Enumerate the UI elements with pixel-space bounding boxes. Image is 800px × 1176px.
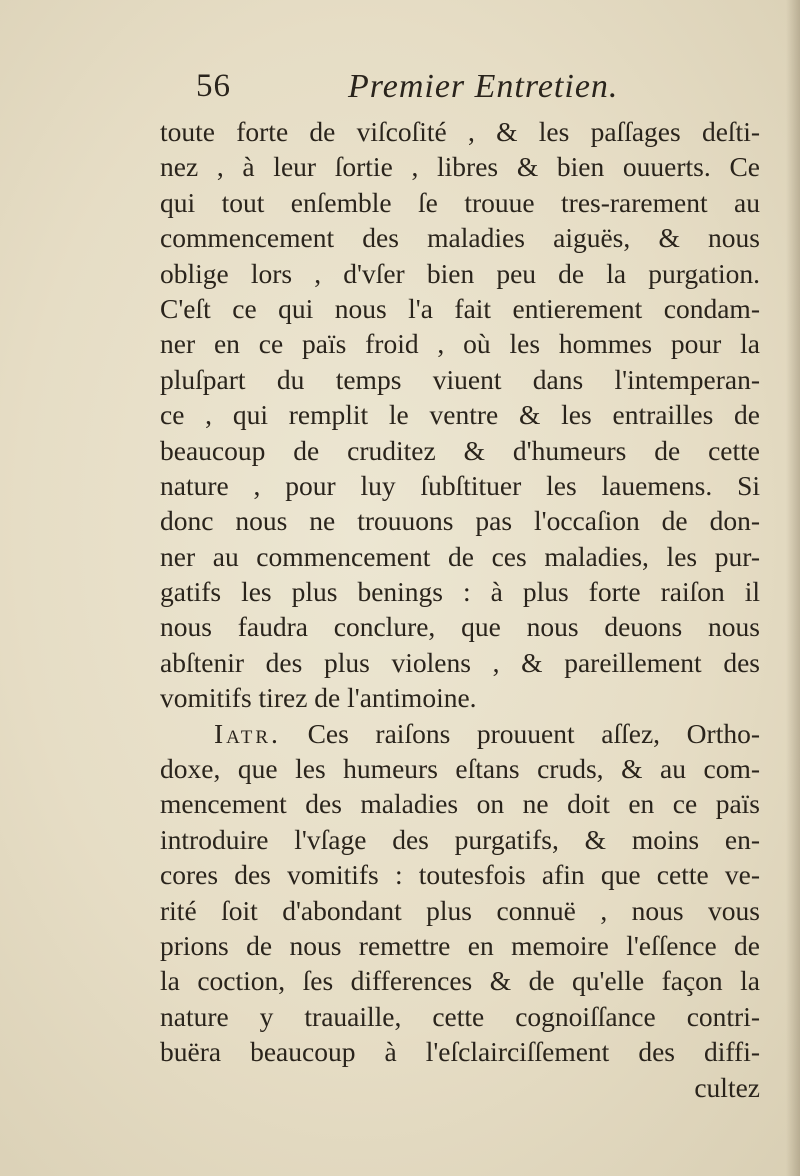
text-line: nous faudra conclure, que nous deuons nous: [160, 611, 760, 643]
text-line: qui tout enſemble ſe trouue tres-rarement au: [160, 186, 760, 218]
page-number: 56: [196, 68, 231, 104]
page-gutter-shadow: [786, 0, 800, 1176]
text-line: pluſpart du temps viuent dans l'intemperan-: [160, 363, 760, 395]
text-line: toute forte de viſcoſité , & les paſſages deſti-: [160, 116, 760, 147]
speaker-name: Iatr.: [214, 717, 281, 749]
running-head: [196, 68, 766, 108]
text-line: abſtenir des plus violens , & pareillement des: [160, 646, 760, 678]
text-line: introduire l'vſage des purgatifs, & moins en-: [160, 823, 760, 855]
text-line: commencement des maladies aiguës, & nous: [160, 222, 760, 254]
text-line: cores des vomitifs : toutesfois afin que cette ve-: [160, 859, 760, 891]
running-title: Premier Entretien.: [348, 68, 619, 105]
text-line: beaucoup de cruditez & d'humeurs de cette: [160, 434, 760, 466]
text-line: ner au commencement de ces maladies, les pur-: [160, 540, 760, 572]
text-line: nature , pour luy ſubſtituer les lauemens. Si: [160, 469, 760, 501]
text-line: gatifs les plus benings : à plus forte raiſon il: [160, 576, 760, 608]
text-line: donc nous ne trouuons pas l'occaſion de don-: [160, 505, 760, 537]
catchword: cultez: [694, 1071, 760, 1103]
text-line: ner en ce païs froid , où les hommes pour la: [160, 328, 760, 360]
speaker-line: [160, 716, 760, 751]
text-line: buëra beaucoup à l'eſclairciſſement des diffi-: [160, 1036, 760, 1068]
text-line: nature y trauaille, cette cognoiſſance contri-: [160, 1000, 760, 1032]
text-line: rité ſoit d'abondant plus connuë , nous vous: [160, 894, 760, 926]
text-line: vomitifs tirez de l'antimoine.: [160, 682, 477, 714]
text-line: nez , à leur ſortie , libres & bien ouuerts. Ce: [160, 151, 760, 183]
text-line: doxe, que les humeurs eſtans cruds, & au com-: [160, 753, 760, 785]
text-line: ce , qui remplit le ventre & les entrailles de: [160, 399, 760, 431]
text-body: [160, 114, 760, 1105]
text-line: la coction, ſes differences & de qu'elle façon la: [160, 965, 760, 997]
text-line: prions de nous remettre en memoire l'eſſence de: [160, 929, 760, 961]
text-line: C'eſt ce qui nous l'a fait entierement condam-: [160, 292, 760, 324]
text-line: mencement des maladies on ne doit en ce païs: [160, 788, 760, 820]
speaker-line-text: Ces raiſons prouuent aſſez, Ortho-: [307, 717, 760, 749]
text-line: oblige lors , d'vſer bien peu de la purgation.: [160, 257, 760, 289]
